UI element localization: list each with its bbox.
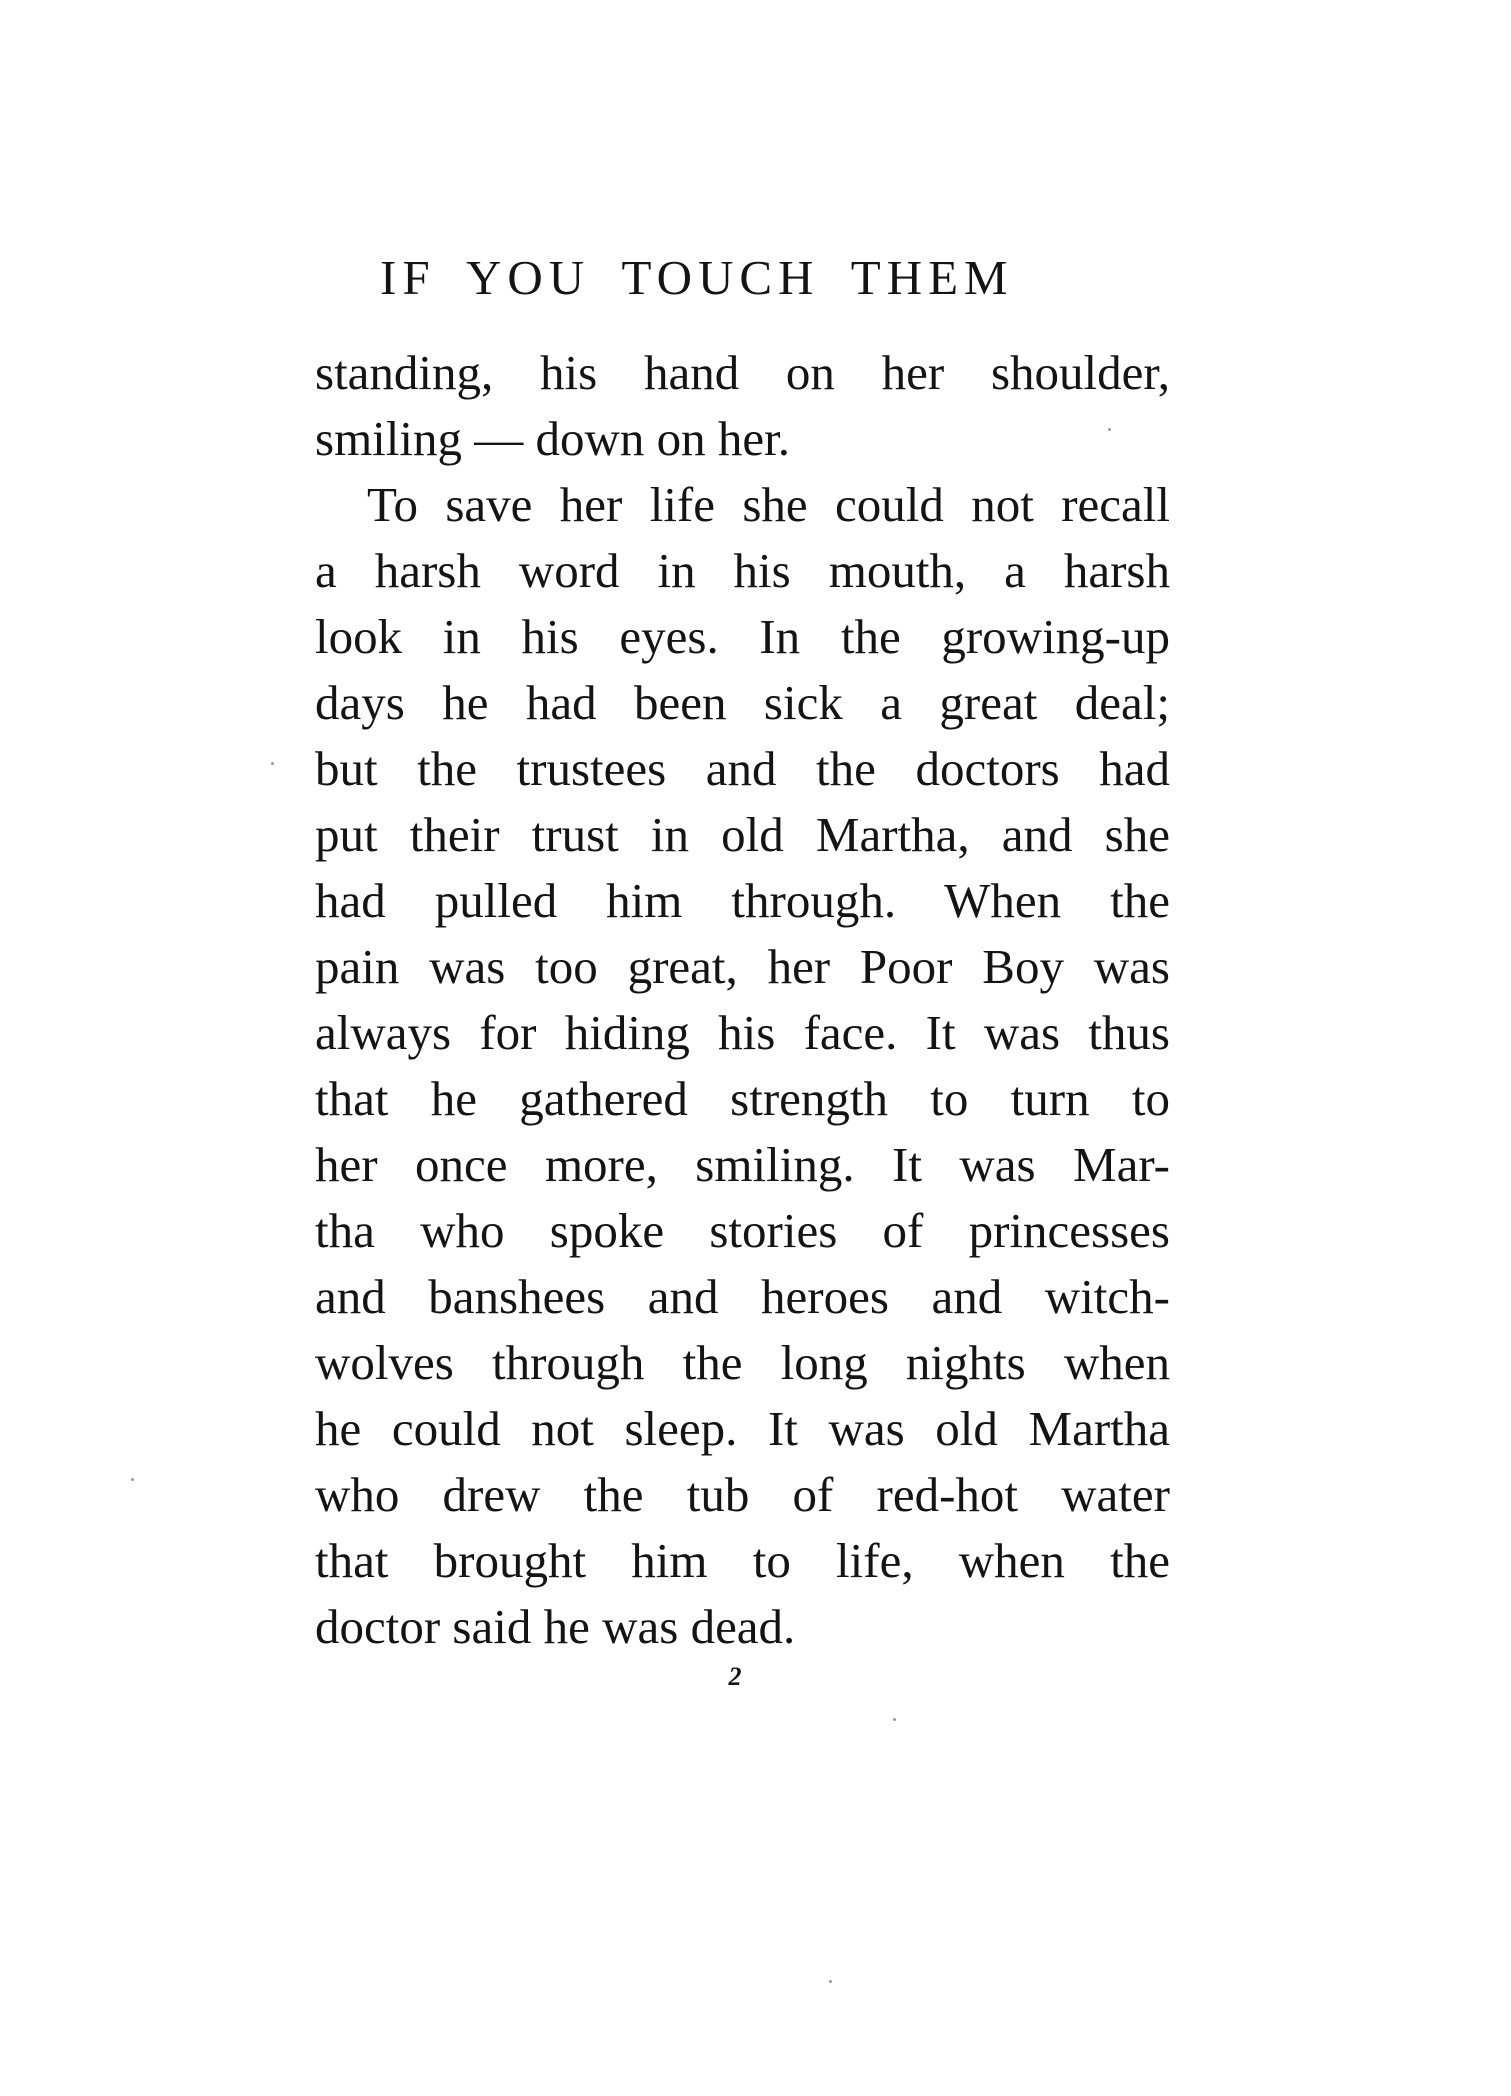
- text-line: pain was too great, her Poor Boy was: [315, 939, 1170, 994]
- text-line: doctor said he was dead.: [315, 1599, 796, 1654]
- paper-speck: [271, 762, 274, 765]
- text-line: that he gathered strength to turn to: [315, 1071, 1170, 1126]
- text-line: put their trust in old Martha, and she: [315, 807, 1170, 862]
- text-line: always for hiding his face. It was thus: [315, 1005, 1170, 1060]
- text-line: that brought him to life, when the: [315, 1533, 1170, 1588]
- body-text: [315, 340, 1170, 1660]
- paper-speck: [829, 1980, 832, 1983]
- text-line: smiling — down on her.: [315, 411, 791, 466]
- paper-speck: [1108, 428, 1111, 431]
- text-line: he could not sleep. It was old Martha: [315, 1401, 1170, 1456]
- text-line: standing, his hand on her shoulder,: [315, 345, 1170, 400]
- paper-speck: [131, 1478, 134, 1481]
- running-head: IF YOU TOUCH THEM: [380, 250, 1014, 305]
- text-line: her once more, smiling. It was Mar-: [315, 1137, 1170, 1192]
- text-line: look in his eyes. In the growing-up: [315, 609, 1170, 664]
- text-line: a harsh word in his mouth, a harsh: [315, 543, 1170, 598]
- paragraph-first-line: To save her life she could not recall: [367, 477, 1170, 532]
- page-number: 2: [728, 1662, 742, 1691]
- text-line: days he had been sick a great deal;: [315, 675, 1170, 730]
- text-line: but the trustees and the doctors had: [315, 741, 1170, 796]
- text-line: who drew the tub of red-hot water: [315, 1467, 1170, 1522]
- text-line: wolves through the long nights when: [315, 1335, 1170, 1390]
- text-line: had pulled him through. When the: [315, 873, 1170, 928]
- paper-speck: [893, 1718, 896, 1721]
- text-line: tha who spoke stories of princesses: [315, 1203, 1170, 1258]
- text-line: and banshees and heroes and witch-: [315, 1269, 1170, 1324]
